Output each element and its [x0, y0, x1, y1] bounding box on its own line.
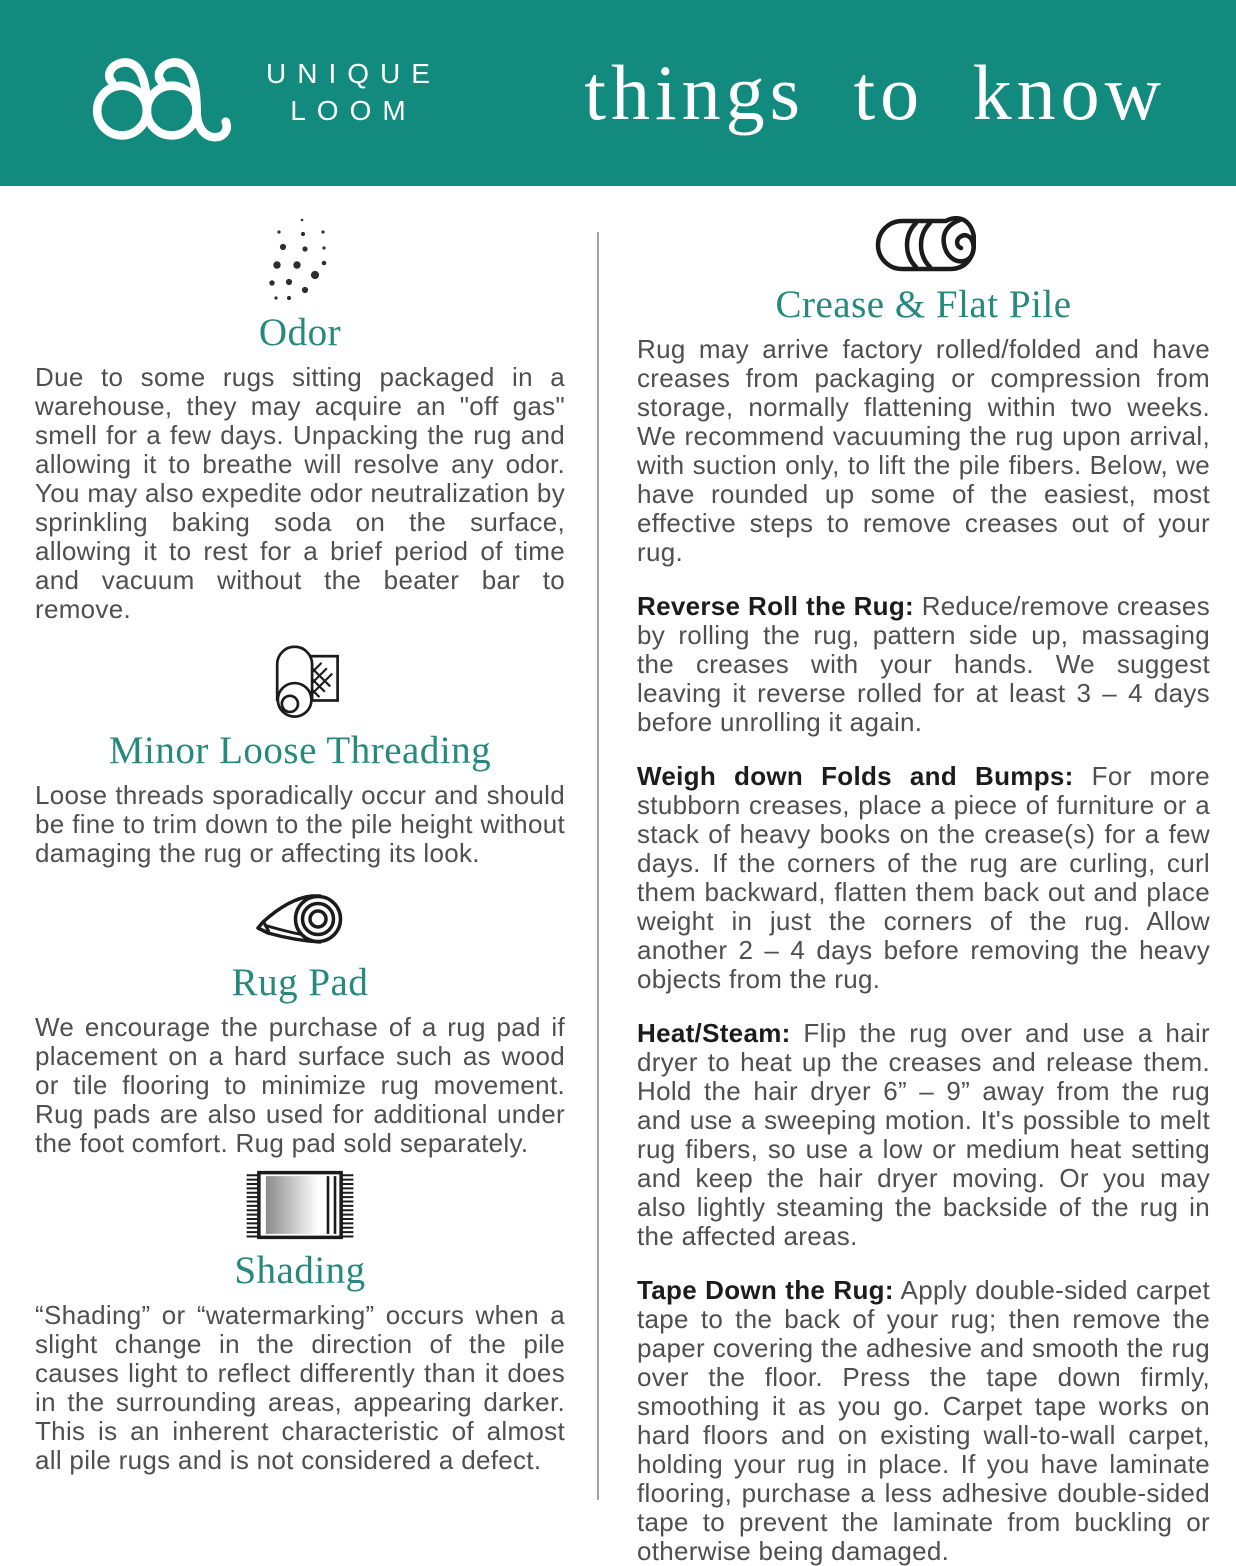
section-body: Due to some rugs sitting packaged in a warehouse, they may acquire an "off gas" smell for a few days. Unpacking the rug and allowing it to breathe will resolve any odor. You may also expedite odor neutralization by sprinkling baking soda on the surface, allowing it to rest for a brief period of time and vacuum without the beater bar to remove. [35, 362, 565, 624]
header-banner [0, 0, 1236, 186]
section-body: We encourage the purchase of a rug pad if placement on a hard surface such as wood or tile flooring to minimize rug movement. Rug pads are also used for additional under the foot comfort. Rug pad sold separately. [35, 1012, 565, 1158]
rolled-rug-side-icon [872, 216, 976, 274]
section-intro: Rug may arrive factory rolled/folded and have creases from packaging or compression from storage, normally flattening within two weeks. We recommend vacuuming the rug upon arrival, with suction only, to lift the pile fibers. Below, we have rounded up some of the easiest, most effective steps to remove creases out of your rug. [637, 334, 1210, 567]
section-title: Odor [258, 311, 342, 354]
tip-label: Weigh down Folds and Bumps: [637, 761, 1074, 791]
tip-text: For more stubborn creases, place a piece of furniture or a stack of heavy books on the crease(s) for a few days. If the corners of the rug are curling, curl them backward, flatten them back out and place weight in just the corners of the rug. Allow another 2 – 4 days before removing the heavy objects from the rug. [637, 761, 1210, 994]
tip-text: Reduce/remove creases by rolling the rug, pattern side up, massaging the creases with your hands. We suggest leaving it reverse rolled for at least 3 – 4 days before unrolling it again. [637, 591, 1210, 737]
brand-line-1: UNIQUE [266, 58, 441, 90]
section-minor-loose-threading [35, 636, 565, 868]
section-title: Crease & Flat Pile [775, 283, 1072, 326]
right-column [599, 186, 1236, 1566]
brand-name [266, 56, 441, 130]
tip-weigh-down [637, 762, 1210, 994]
tip-label: Heat/Steam: [637, 1018, 791, 1048]
tip-heat-steam [637, 1019, 1210, 1251]
unique-loom-logo-icon [86, 35, 236, 151]
tip-tape-down [637, 1276, 1210, 1566]
content [0, 186, 1236, 1566]
rolled-rug-corner-icon [253, 636, 347, 720]
shaded-rug-icon [243, 1170, 357, 1240]
tip-label: Tape Down the Rug: [637, 1275, 894, 1305]
section-crease-flat-pile [637, 216, 1210, 1566]
tip-reverse-roll [637, 592, 1210, 737]
section-body: Loose threads sporadically occur and should be fine to trim down to the pile height without damaging the rug or affecting its look. [35, 780, 565, 868]
left-column [0, 186, 597, 1500]
brand-line-2: LOOM [290, 95, 417, 126]
section-rug-pad [35, 880, 565, 1158]
tip-text: Flip the rug over and use a hair dryer to heat up the creases and release them. Hold the hair dryer 6” – 9” away from the rug and use a sweeping motion. It's possible to melt rug fibers, so use a low or medium heat setting and keep the hair dryer moving. Or you may also lightly steaming the backside of the rug in the affected areas. [637, 1018, 1210, 1251]
page-title: things to know [584, 49, 1166, 136]
rug-pad-roll-icon [250, 880, 350, 952]
section-title: Rug Pad [231, 961, 369, 1004]
section-title: Shading [234, 1249, 366, 1292]
section-odor [35, 216, 565, 624]
tip-label: Reverse Roll the Rug: [637, 591, 915, 621]
tip-text: Apply double-sided carpet tape to the back of your rug; then remove the paper covering the adhesive and smooth the rug over the floor. Press the tape down firmly, smoothing it as you go. Carpet tape works on hard floors and on existing wall-to-wall carpet, holding your rug in place. If you have laminate flooring, purchase a less adhesive double-sided tape to prevent the laminate from buckling or otherwise being damaged. [637, 1275, 1211, 1566]
odor-particles-icon [265, 216, 335, 302]
section-title: Minor Loose Threading [108, 729, 492, 772]
brand [86, 35, 441, 151]
section-shading [35, 1170, 565, 1475]
section-body: “Shading” or “watermarking” occurs when a slight change in the direction of the pile causes light to reflect differently than it does in the surrounding areas, appearing darker. This is an inherent characteristic of almost all pile rugs and is not considered a defect. [35, 1300, 565, 1475]
